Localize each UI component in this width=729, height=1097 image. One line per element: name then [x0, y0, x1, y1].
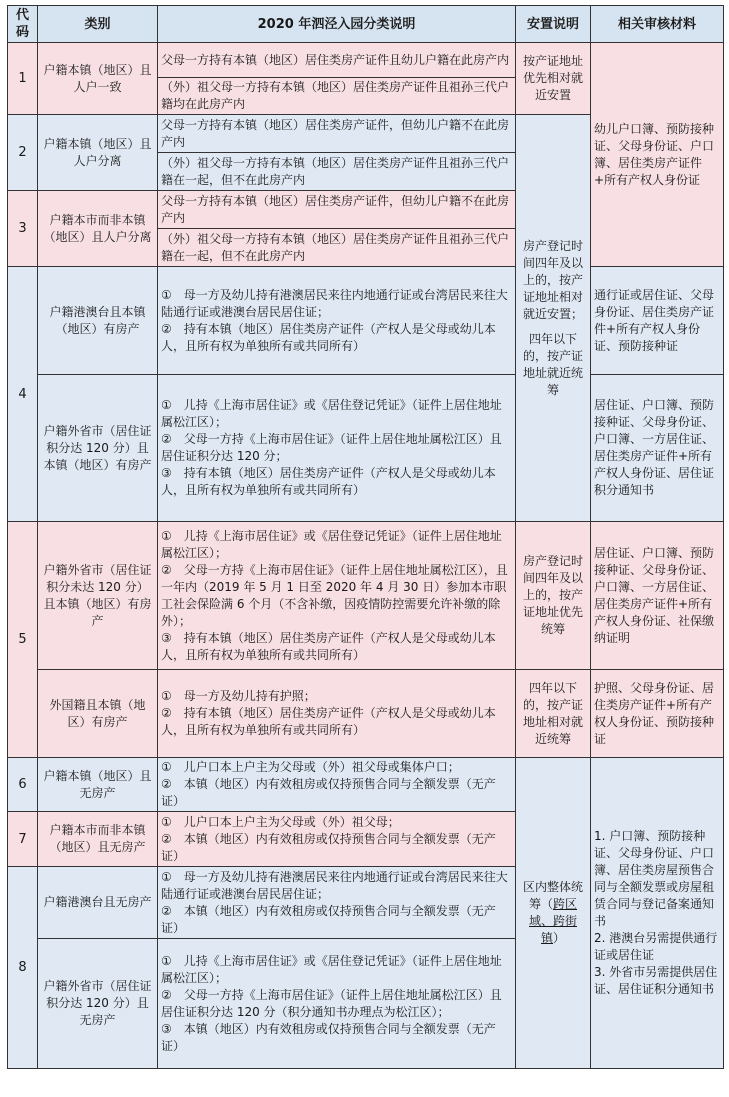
row-category: 外国籍且本镇（地区）有房产: [38, 670, 158, 758]
row-item: ② 父母一方持《上海市居住证》（证件上居住地址属松江区）且居住证积分达 120 分；: [161, 432, 502, 463]
row-code: 8: [8, 867, 38, 1069]
row-items: [158, 812, 516, 867]
row-item: ② 持有本镇（地区）居住类房产证件（产权人是父母或幼儿本人，且所有权为单独所有或共同所有）: [161, 706, 496, 737]
row-item: ① 母一方及幼儿持有护照；: [161, 689, 316, 703]
table-row: [8, 267, 724, 373]
row-category: 户籍外省市（居住证积分未达 120 分）且本镇（地区）有房产: [38, 522, 158, 670]
placement-cell-4: 四年以下的，按产证地址相对就近统筹: [516, 670, 591, 758]
materials-cell-3: 居住证、户口簿、预防接种证、父母身份证、户口簿、一方居住证、居住类房产证件+所有产权人身份证、居住证积分通知书: [591, 375, 724, 522]
row-code: 5: [8, 522, 38, 758]
placement-cell-2: [516, 115, 591, 522]
row-item: ① 儿户口本上户主为父母或（外）祖父母；: [161, 814, 400, 829]
row-item: ① 儿户口本上户主为父母或（外）祖父母或集体户口；: [161, 760, 460, 774]
row-items: [158, 375, 516, 522]
row-category: 户籍外省市（居住证积分达 120 分）且本镇（地区）有房产: [38, 375, 158, 522]
row-code: 7: [8, 812, 38, 867]
row-category: 户籍本镇（地区）且人户分离: [38, 115, 158, 191]
table-row: [8, 522, 724, 670]
table-row: [8, 375, 724, 520]
header-category: 类别: [38, 6, 158, 43]
row-item: ② 父母一方持《上海市居住证》（证件上居住地址属松江区）且居住证积分达 120 分（积分通知书办理点为松江区）；: [161, 987, 502, 1019]
row-item: ① 儿持《上海市居住证》或《居住登记凭证》（证件上居住地址属松江区）；: [161, 528, 502, 560]
row-category: 户籍本市而非本镇（地区）且人户分离: [38, 191, 158, 267]
placement-cell-1: 按产证地址优先相对就近安置: [516, 43, 591, 115]
row-item: ② 本镇（地区）内有效租房或仅持预售合同与全额发票（无产证）: [161, 903, 496, 935]
placement-cell-5: [516, 758, 591, 1069]
row-code: 4: [8, 267, 38, 522]
row-code: 6: [8, 758, 38, 812]
row-category: 户籍港澳台且本镇（地区）有房产: [38, 267, 158, 375]
row-item: （外）祖父母一方持有本镇（地区）居住类房产证件且祖孙三代户籍在一起，但不在此房产内: [158, 153, 516, 191]
header-code: 代码: [8, 6, 38, 43]
row-items: [158, 522, 516, 670]
table-row: [8, 670, 724, 758]
row-item: ① 儿持《上海市居住证》或《居住登记凭证》（证件上居住地址属松江区）；: [161, 953, 502, 985]
placement-4-underline: 跨区域、跨街镇: [528, 897, 578, 945]
row-items: [158, 867, 516, 939]
placement-2b: 四年以下的，按产证地址就近统筹: [522, 331, 583, 397]
header-description: 2020 年泗泾入园分类说明: [158, 6, 516, 43]
row-items: [158, 267, 516, 375]
table-row: [8, 758, 724, 812]
row-category: 户籍本镇（地区）且人户一致: [38, 43, 158, 115]
row-code: 1: [8, 43, 38, 115]
row-item: 父母一方持有本镇（地区）居住类房产证件且幼儿户籍在此房产内: [158, 43, 516, 78]
row-category: 户籍外省市（居住证积分达 120 分）且无房产: [38, 939, 158, 1069]
enrollment-classification-table: [7, 5, 724, 1069]
row-item: ① 母一方及幼儿持有港澳居民来往内地通行证或台湾居民来往大陆通行证或港澳台居民居住证；: [161, 869, 508, 901]
row-items: [158, 758, 516, 812]
row-item: ① 儿持《上海市居住证》或《居住登记凭证》（证件上居住地址属松江区）；: [161, 398, 502, 429]
materials-cell-6: 1. 户口簿、预防接种证、父母身份证、户口簿、居住类房屋预售合同与全额发票或房屋租赁合同与登记备案通知书 2. 港澳台另需提供通行证或居住证 3. 外省市另需提供居住证、居住证积分通知书: [591, 758, 724, 1069]
materials-cell-5: 护照、父母身份证、居住类房产证件+所有产权人身份证、预防接种证: [591, 670, 724, 758]
row-items: [158, 939, 516, 1069]
row-item: ② 父母一方持《上海市居住证》（证件上居住地址属松江区），且一年内（2019 年 5 月 1 日至 2020 年 4 月 30 日）参加本市职工社会保险满 6 个月（不含补缴，因疫情防控需要允许补缴的除外）；: [161, 562, 508, 628]
row-category: 户籍港澳台且无房产: [38, 867, 158, 939]
row-code: 2: [8, 115, 38, 191]
placement-cell-3: 房产登记时间四年及以上的，按产证地址优先统筹: [516, 522, 591, 670]
header-materials: 相关审核材料: [591, 6, 724, 43]
placement-2a: 房产登记时间四年及以上的，按产证地址相对就近安置；: [522, 238, 583, 321]
placement-4-suffix: ）: [553, 931, 566, 945]
row-item: ① 母一方及幼儿持有港澳居民来往内地通行证或台湾居民来往大陆通行证或港澳台居民居住证；: [161, 287, 508, 319]
row-item: ③ 持有本镇（地区）居住类房产证件（产权人是父母或幼儿本人，且所有权为单独所有或共同所有）: [161, 630, 496, 662]
placement-4-prefix: 区内整体统筹（: [522, 880, 583, 911]
row-code: 3: [8, 191, 38, 267]
row-item: ③ 持有本镇（地区）居住类房产证件（产权人是父母或幼儿本人，且所有权为单独所有或共同所有）: [161, 466, 496, 497]
materials-cell-2: 通行证或居住证、父母身份证、居住类房产证件+所有产权人身份证、预防接种证: [591, 267, 724, 375]
row-item: ② 本镇（地区）内有效租房或仅持预售合同与全额发票（无产证）: [161, 777, 496, 808]
row-item: 父母一方持有本镇（地区）居住类房产证件，但幼儿户籍不在此房产内: [158, 191, 516, 229]
materials-cell-4: 居住证、户口簿、预防接种证、父母身份证、户口簿、一方居住证、居住类房产证件+所有产权人身份证、社保缴纳证明: [591, 522, 724, 670]
header-row: [8, 6, 724, 43]
header-placement: 安置说明: [516, 6, 591, 43]
row-item: （外）祖父母一方持有本镇（地区）居住类房产证件且祖孙三代户籍均在此房产内: [158, 78, 516, 115]
materials-cell-1: 幼儿户口簿、预防接种证、父母身份证、户口簿、居住类房产证件+所有产权人身份证: [591, 43, 724, 267]
table-row: [8, 43, 724, 78]
row-items: [158, 670, 516, 758]
row-category: 户籍本市而非本镇（地区）且无房产: [38, 812, 158, 867]
document-page: [7, 5, 723, 1069]
row-item: ③ 本镇（地区）内有效租房或仅持预售合同与全额发票（无产证）: [161, 1021, 496, 1053]
row-item: ② 持有本镇（地区）居住类房产证件（产权人是父母或幼儿本人，且所有权为单独所有或共同所有）: [161, 321, 496, 353]
row-item: ② 本镇（地区）内有效租房或仅持预售合同与全额发票（无产证）: [161, 831, 496, 863]
row-item: 父母一方持有本镇（地区）居住类房产证件，但幼儿户籍不在此房产内: [158, 115, 516, 153]
row-item: （外）祖父母一方持有本镇（地区）居住类房产证件且祖孙三代户籍在一起，但不在此房产内: [158, 229, 516, 267]
row-category: 户籍本镇（地区）且无房产: [38, 758, 158, 812]
